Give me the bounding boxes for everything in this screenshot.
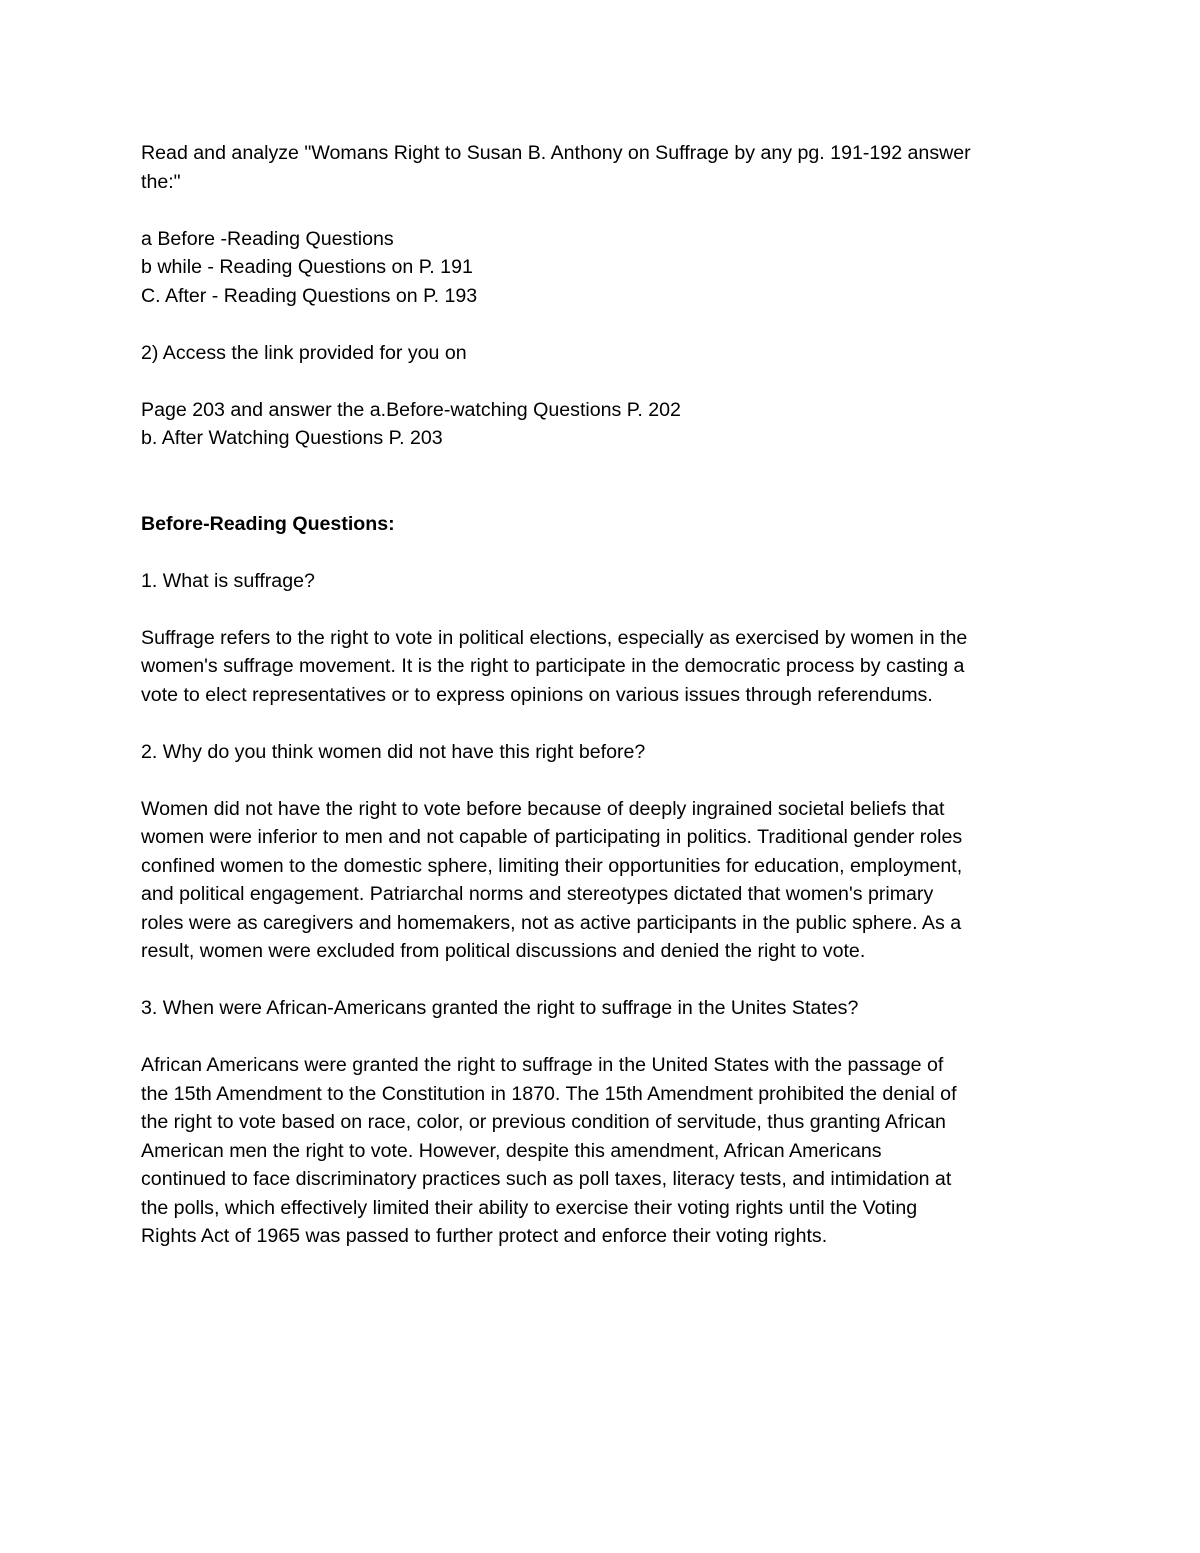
- answer-line: vote to elect representatives or to express opinions on various issues through referendums.: [141, 683, 933, 706]
- task-item: b while - Reading Questions on P. 191: [141, 256, 473, 278]
- question: [141, 994, 1071, 1023]
- answer-line: result, women were excluded from political discussions and denied the right to vote.: [141, 940, 866, 962]
- answer-line: the polls, which effectively limited their ability to exercise their voting rights until the Voting: [141, 1196, 918, 1219]
- answer: [141, 624, 1071, 710]
- task-item: a Before -Reading Questions: [141, 227, 394, 250]
- intro-line: Read and analyze "Womans Right to Susan B. Anthony on Suffrage by any pg. 191-192 answer: [141, 142, 971, 164]
- intro-line: the:": [141, 170, 181, 193]
- answer-line: confined women to the domestic sphere, limiting their opportunities for education, employment,: [141, 854, 963, 877]
- document-body: [141, 139, 1071, 1279]
- intro-paragraph: [141, 139, 1071, 196]
- answer-line: African Americans were granted the right to suffrage in the United States with the passage of: [141, 1054, 944, 1076]
- question-text: 2. Why do you think women did not have this right before?: [141, 740, 646, 763]
- answer-line: Suffrage refers to the right to vote in political elections, especially as exercised by women in the: [141, 626, 968, 649]
- task-item: C. After - Reading Questions on P. 193: [141, 284, 478, 307]
- answer-line: continued to face discriminatory practices such as poll taxes, literacy tests, and intimidation at: [141, 1168, 952, 1190]
- answer-line: and political engagement. Patriarchal norms and stereotypes dictated that women's primary: [141, 883, 934, 905]
- answer-line: the 15th Amendment to the Constitution in 1870. The 15th Amendment prohibited the denial of: [141, 1082, 957, 1105]
- access-link-instruction: [141, 339, 1071, 368]
- answer-line: Rights Act of 1965 was passed to further protect and enforce their voting rights.: [141, 1225, 828, 1247]
- question: [141, 738, 1071, 767]
- question: [141, 567, 1071, 596]
- watching-item: Page 203 and answer the a.Before-watching Questions P. 202: [141, 398, 681, 421]
- watching-list: [141, 396, 1071, 453]
- task-list: [141, 225, 1071, 311]
- answer: [141, 1051, 1071, 1251]
- question-text: 3. When were African-Americans granted the right to suffrage in the Unites States?: [141, 997, 859, 1019]
- answer-line: the right to vote based on race, color, or previous condition of servitude, thus granting African: [141, 1111, 946, 1133]
- section-heading: [141, 510, 1071, 539]
- answer-line: Women did not have the right to vote before because of deeply ingrained societal beliefs that: [141, 797, 945, 820]
- question-text: 1. What is suffrage?: [141, 569, 315, 592]
- answer-line: American men the right to vote. However, despite this amendment, African Americans: [141, 1139, 882, 1162]
- access-link-text: 2) Access the link provided for you on: [141, 341, 467, 364]
- answer-line: women's suffrage movement. It is the right to participate in the democratic process by casting a: [141, 655, 965, 677]
- watching-item: b. After Watching Questions P. 203: [141, 427, 443, 449]
- answer: [141, 795, 1071, 966]
- section-heading-text: Before-Reading Questions:: [141, 512, 395, 535]
- answer-line: women were inferior to men and not capable of participating in politics. Traditional gender roles: [141, 826, 963, 848]
- answer-line: roles were as caregivers and homemakers, not as active participants in the public sphere. As a: [141, 911, 962, 934]
